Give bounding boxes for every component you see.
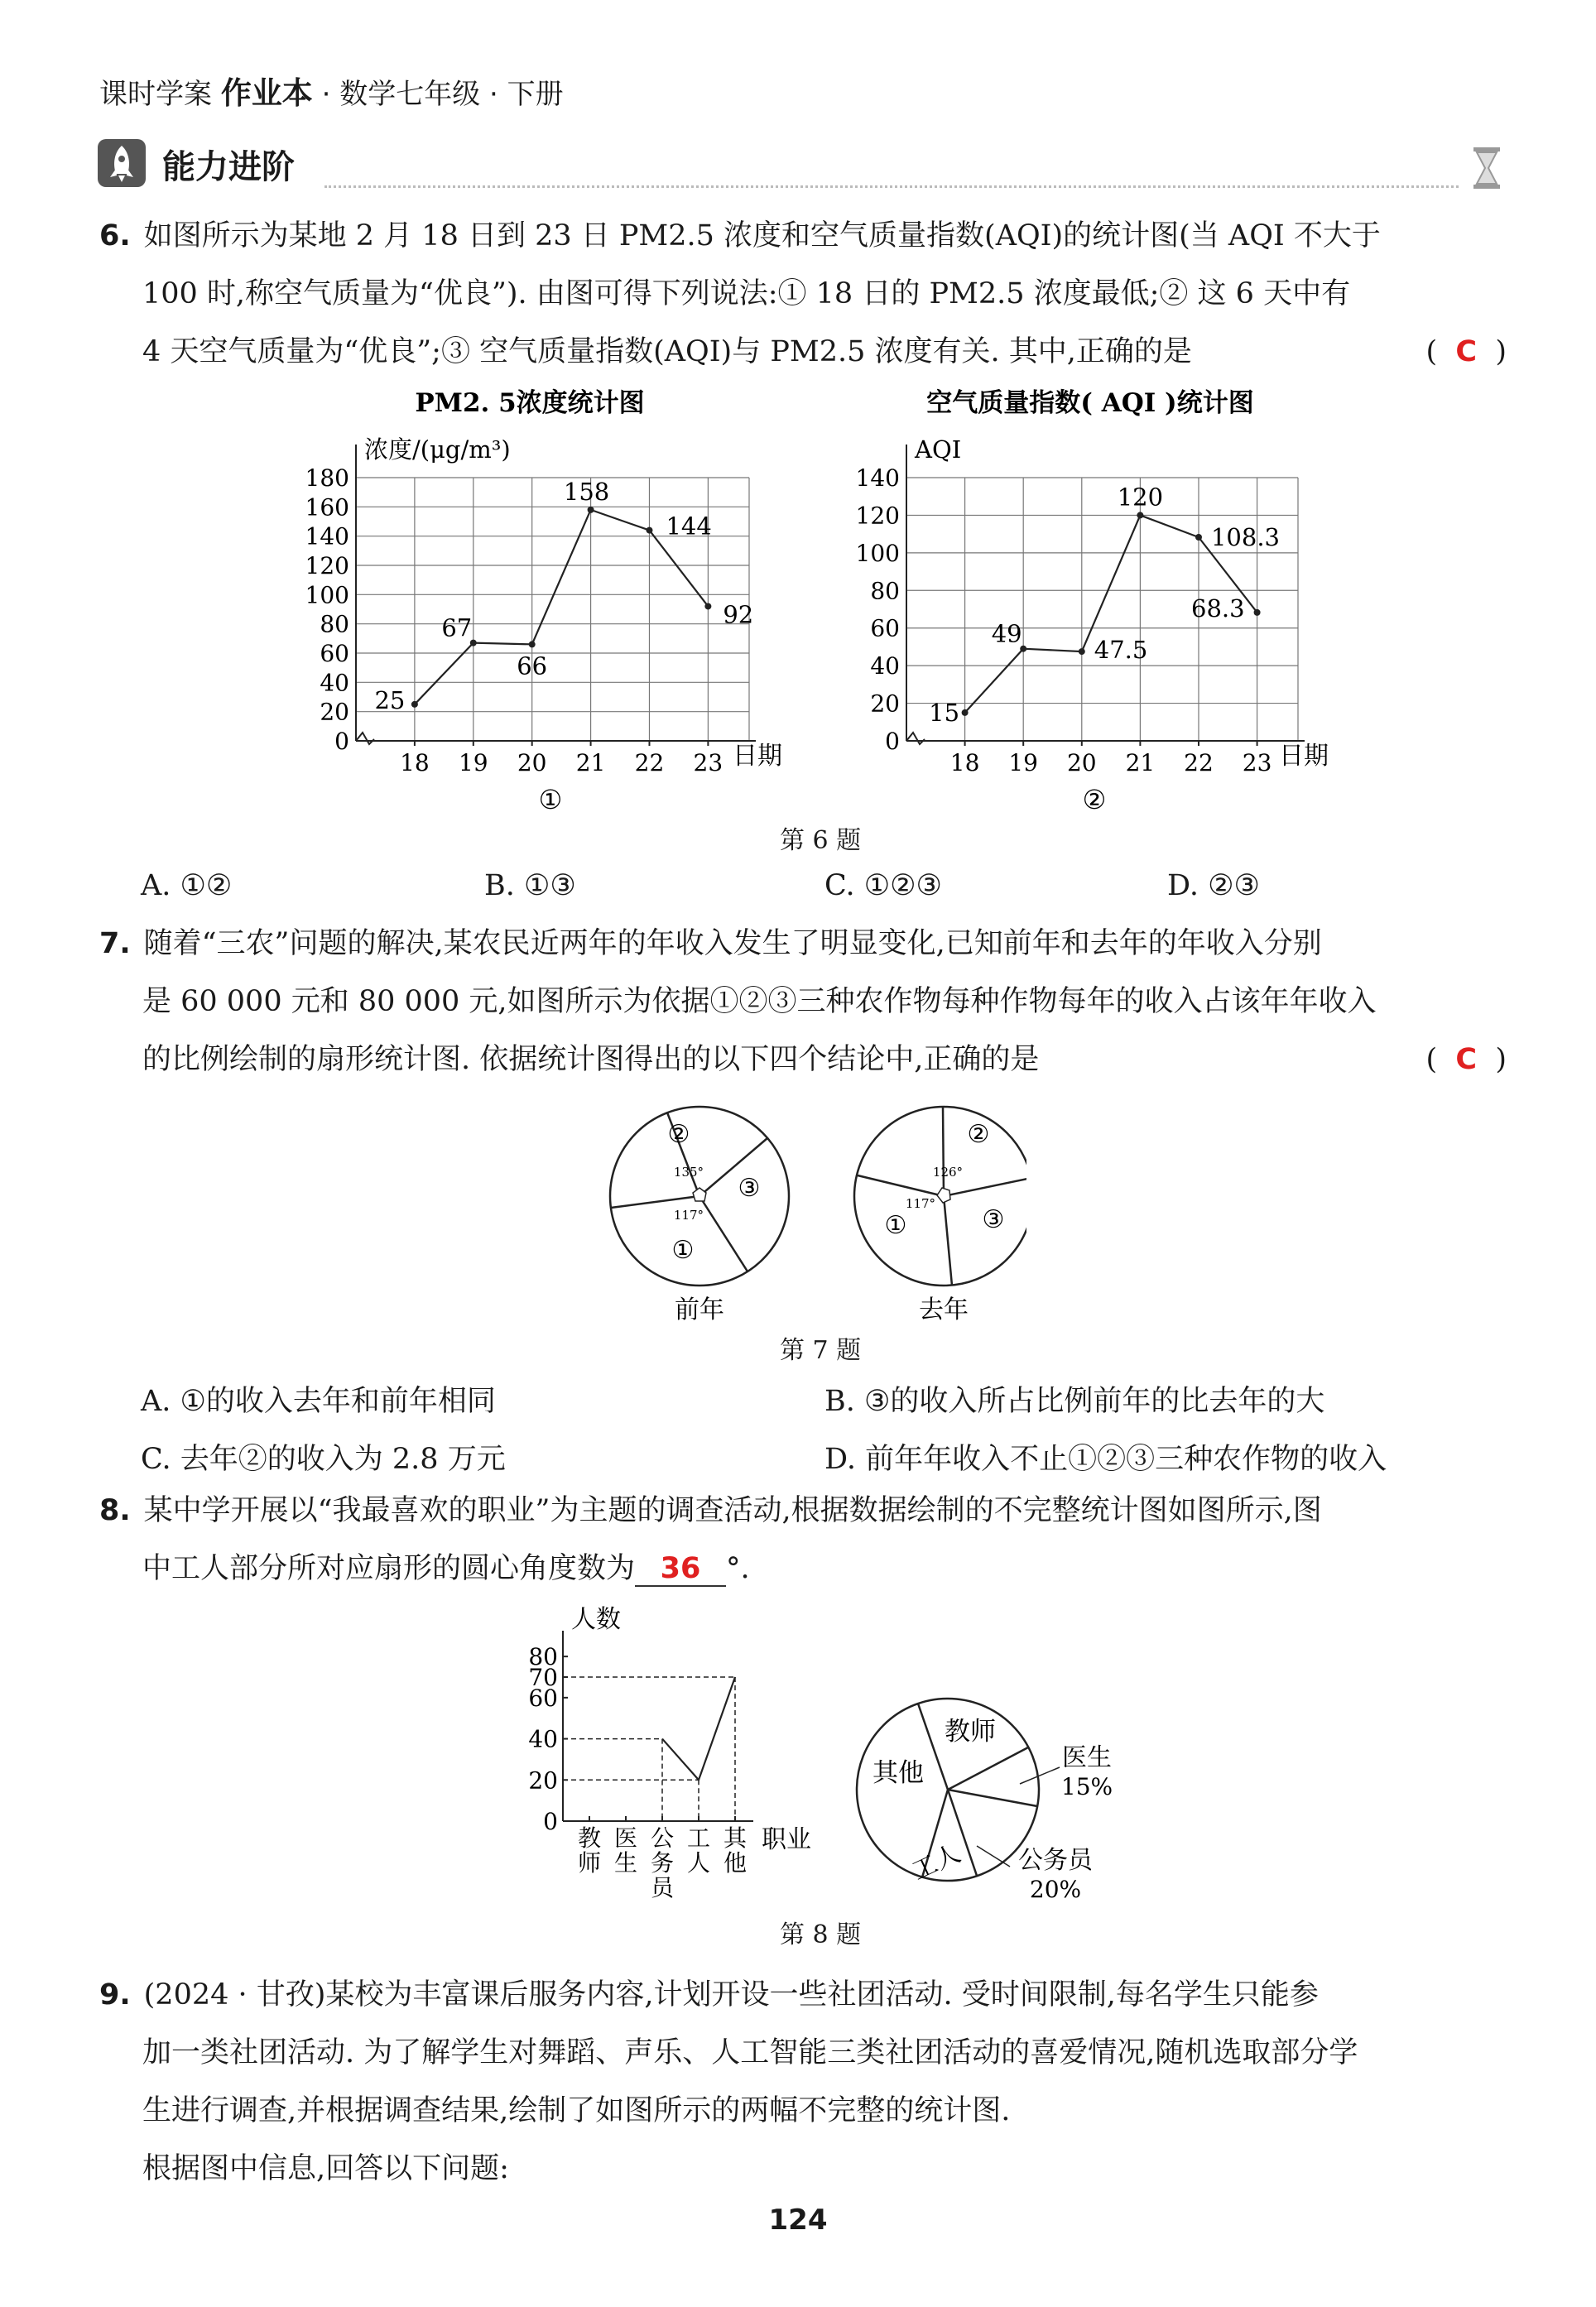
question-9 (99, 1966, 1507, 2198)
data-label: 120 (1117, 483, 1164, 512)
question-text-line: 中工人部分所对应扇形的圆心角度数为 (142, 1552, 636, 1585)
y-tick-label: 40 (870, 652, 900, 680)
header-prefix: 课时学案 (99, 78, 221, 111)
data-label: 15 (929, 698, 960, 727)
data-point (646, 527, 652, 534)
x-axis-label: 日期 (1279, 742, 1329, 771)
question-text-line: (2024 · 甘孜)某校为丰富课后服务内容,计划开设一些社团活动. 受时间限制,每名学生只能参 (143, 1978, 1319, 2011)
x-tick-label: 18 (949, 749, 980, 776)
option-c: C. 去年②的收入为 2.8 万元 (141, 1443, 506, 1476)
leader-line (977, 1846, 1010, 1867)
leader-line (1020, 1767, 1060, 1784)
question-text-line: 随着“三农”问题的解决,某农民近两年的年收入发生了明显变化,已知前年和去年的年收入分别 (143, 927, 1322, 960)
pie-caption: 去年 (919, 1295, 969, 1324)
y-tick-label: 80 (528, 1643, 558, 1671)
y-tick-label: 180 (305, 464, 349, 492)
pie-chart-last-year (854, 1107, 1026, 1324)
x-tick-label: 19 (458, 749, 488, 776)
question-number: 9. (99, 1978, 131, 2011)
option-d: D. ②③ (1167, 869, 1260, 902)
data-point (1254, 609, 1261, 616)
x-tick-label: 22 (1184, 749, 1214, 776)
aqi-line-chart (856, 388, 1329, 815)
data-label: 92 (723, 600, 754, 629)
figure-caption: 第 8 题 (780, 1920, 862, 1949)
sector-label: 其他 (873, 1758, 924, 1788)
x-axis-label: 日期 (733, 742, 782, 771)
answer-blank (635, 1552, 726, 1587)
answer: 36 (660, 1552, 701, 1585)
q8-figures (513, 1598, 1142, 1912)
question-text-line: 的比例绘制的扇形统计图. 依据统计图得出的以下四个结论中,正确的是 (142, 1043, 1040, 1076)
question-text-line: 如图所示为某地 2 月 18 日到 23 日 PM2.5 浓度和空气质量指数(AQI)的统计图(当 AQI 不大于 (143, 219, 1381, 252)
x-tick-label: 23 (693, 749, 723, 776)
question-7 (99, 915, 1507, 1089)
sector-label: 工人 (907, 1838, 965, 1886)
value-label: 20% (1029, 1876, 1082, 1903)
chart-caption: ① (538, 784, 563, 815)
data-point (1137, 512, 1143, 518)
page-header (99, 68, 564, 113)
y-tick-label: 140 (305, 522, 349, 550)
x-tick-label: 18 (400, 749, 430, 776)
answer-bracket: ( C ) (1425, 1043, 1507, 1076)
y-tick-label: 20 (320, 698, 349, 726)
y-tick-label: 40 (528, 1725, 558, 1753)
data-point (588, 507, 594, 513)
sector-label: 医生 (1062, 1743, 1112, 1772)
y-tick-label: 60 (320, 640, 349, 667)
y-tick-label: 120 (855, 502, 900, 530)
pm25-line-chart (305, 388, 782, 815)
y-tick-label: 60 (870, 614, 900, 642)
data-label: 47.5 (1094, 636, 1148, 665)
angle-label: 117° (905, 1196, 936, 1211)
y-tick-label: 0 (543, 1808, 558, 1835)
y-tick-label: 80 (320, 610, 349, 638)
section-title: 能力进阶 (162, 148, 295, 186)
y-tick-label: 140 (855, 464, 900, 492)
pie-caption: 前年 (675, 1295, 724, 1324)
angle-label: 117° (673, 1208, 704, 1223)
x-tick-label: 医生 (613, 1824, 638, 1877)
series-line (415, 510, 708, 704)
sector-label: ② (667, 1120, 690, 1149)
y-tick-label: 100 (855, 539, 900, 567)
header-bold: 作业本 (220, 75, 313, 111)
question-6 (99, 207, 1507, 381)
y-axis-label: 浓度/(μg/m³) (364, 435, 511, 464)
x-tick-label: 20 (1066, 749, 1097, 776)
x-axis-label: 职业 (762, 1825, 811, 1854)
question-number: 6. (99, 219, 131, 252)
q8-line-chart (528, 1605, 811, 1901)
answer-bracket: ( C ) (1425, 335, 1507, 368)
option-a: A. ①② (141, 869, 233, 902)
answer: C (1455, 335, 1478, 368)
sector-label: ③ (982, 1205, 1005, 1234)
q8-pie-chart (857, 1699, 1113, 1903)
y-tick-label: 40 (320, 669, 349, 697)
question-number: 7. (99, 927, 131, 960)
q7-pie-charts (596, 1097, 1026, 1329)
data-label: 25 (374, 685, 406, 714)
y-tick-label: 60 (528, 1684, 558, 1712)
option-d: D. 前年年收入不止①②③三种农作物的收入 (824, 1443, 1387, 1476)
sector-label: ① (884, 1211, 907, 1240)
y-axis-label: AQI (915, 435, 962, 464)
hourglass-icon (1470, 146, 1503, 194)
question-text-line: 根据图中信息,回答以下问题: (142, 2152, 509, 2185)
data-label: 67 (441, 613, 473, 642)
question-text-line: °. (726, 1552, 750, 1585)
sector-label: 公务员 (1018, 1846, 1093, 1875)
section-divider (324, 185, 1459, 188)
y-axis-label: 人数 (571, 1605, 621, 1634)
y-tick-label: 120 (305, 552, 349, 579)
x-tick-label: 工人 (686, 1824, 711, 1877)
data-point (962, 709, 969, 716)
answer: C (1455, 1043, 1478, 1076)
y-tick-label: 0 (334, 728, 349, 755)
data-point (704, 603, 711, 609)
option-b: B. ③的收入所占比例前年的比去年的大 (824, 1385, 1325, 1418)
data-label: 66 (517, 651, 548, 680)
q6-figures (298, 377, 1374, 824)
chart-title: 空气质量指数( AQI )统计图 (926, 388, 1254, 418)
data-point (1195, 534, 1202, 541)
angle-label: 135° (673, 1165, 704, 1180)
question-8 (99, 1482, 1507, 1598)
y-tick-label: 160 (305, 493, 349, 521)
y-tick-label: 80 (870, 577, 900, 605)
x-tick-label: 21 (1125, 749, 1156, 776)
y-tick-label: 0 (885, 728, 900, 755)
sector-label: 教师 (945, 1717, 996, 1747)
figure-caption: 第 6 题 (780, 826, 862, 855)
option-b: B. ①③ (484, 869, 576, 902)
pie-chart-prior-year (610, 1107, 789, 1324)
question-text-line: 100 时,称空气质量为“优良”). 由图可得下列说法:① 18 日的 PM2.5 浓度最低;② 这 6 天中有 (142, 277, 1351, 310)
x-tick-label: 19 (1008, 749, 1039, 776)
sector-label: ② (967, 1120, 990, 1149)
rocket-icon (98, 139, 146, 187)
data-label: 49 (991, 619, 1022, 648)
x-tick-label: 其他 (723, 1824, 748, 1877)
data-label: 68.3 (1191, 594, 1245, 622)
x-tick-label: 22 (634, 749, 665, 776)
sector-label: ③ (738, 1174, 761, 1203)
question-text-line: 4 天空气质量为“优良”;③ 空气质量指数(AQI)与 PM2.5 浓度有关. 其中,正确的是 (142, 335, 1192, 368)
data-label: 144 (666, 512, 712, 541)
value-label: 15% (1060, 1773, 1113, 1800)
figure-caption: 第 7 题 (780, 1336, 862, 1365)
data-point (1079, 648, 1085, 655)
question-text-line: 生进行调查,并根据调查结果,绘制了如图所示的两幅不完整的统计图. (142, 2094, 1011, 2127)
y-tick-label: 70 (528, 1664, 558, 1692)
x-tick-label: 21 (575, 749, 606, 776)
series-line (662, 1677, 735, 1780)
chart-caption: ② (1082, 784, 1107, 815)
chart-title: PM2. 5浓度统计图 (415, 388, 645, 418)
data-point (529, 641, 536, 647)
x-tick-label: 20 (517, 749, 547, 776)
y-tick-label: 20 (870, 690, 900, 718)
y-tick-label: 20 (528, 1766, 558, 1795)
page-number: 124 (768, 2204, 828, 2237)
axis-break (906, 733, 925, 744)
question-text-line: 加一类社团活动. 为了解学生对舞蹈、声乐、人工智能三类社团活动的喜爱情况,随机选取部分学 (142, 2036, 1358, 2069)
sector-label: ① (671, 1236, 695, 1265)
option-c: C. ①②③ (824, 869, 942, 902)
data-point (411, 701, 418, 708)
question-text-line: 是 60 000 元和 80 000 元,如图所示为依据①②③三种农作物每种作物每年的收入占该年年收入 (142, 985, 1377, 1018)
x-tick-label: 教师 (577, 1824, 602, 1877)
data-label: 108.3 (1210, 523, 1281, 552)
header-suffix: · 数学七年级 · 下册 (312, 78, 564, 111)
x-tick-label: 公务员 (650, 1824, 675, 1901)
question-number: 8. (99, 1494, 131, 1527)
axis-break (356, 733, 374, 744)
angle-label: 126° (932, 1165, 964, 1180)
data-label: 158 (563, 477, 610, 506)
x-tick-label: 23 (1242, 749, 1272, 776)
option-a: A. ①的收入去年和前年相同 (141, 1385, 496, 1418)
question-text-line: 某中学开展以“我最喜欢的职业”为主题的调查活动,根据数据绘制的不完整统计图如图所示,图 (143, 1494, 1322, 1527)
y-tick-label: 100 (305, 581, 349, 609)
